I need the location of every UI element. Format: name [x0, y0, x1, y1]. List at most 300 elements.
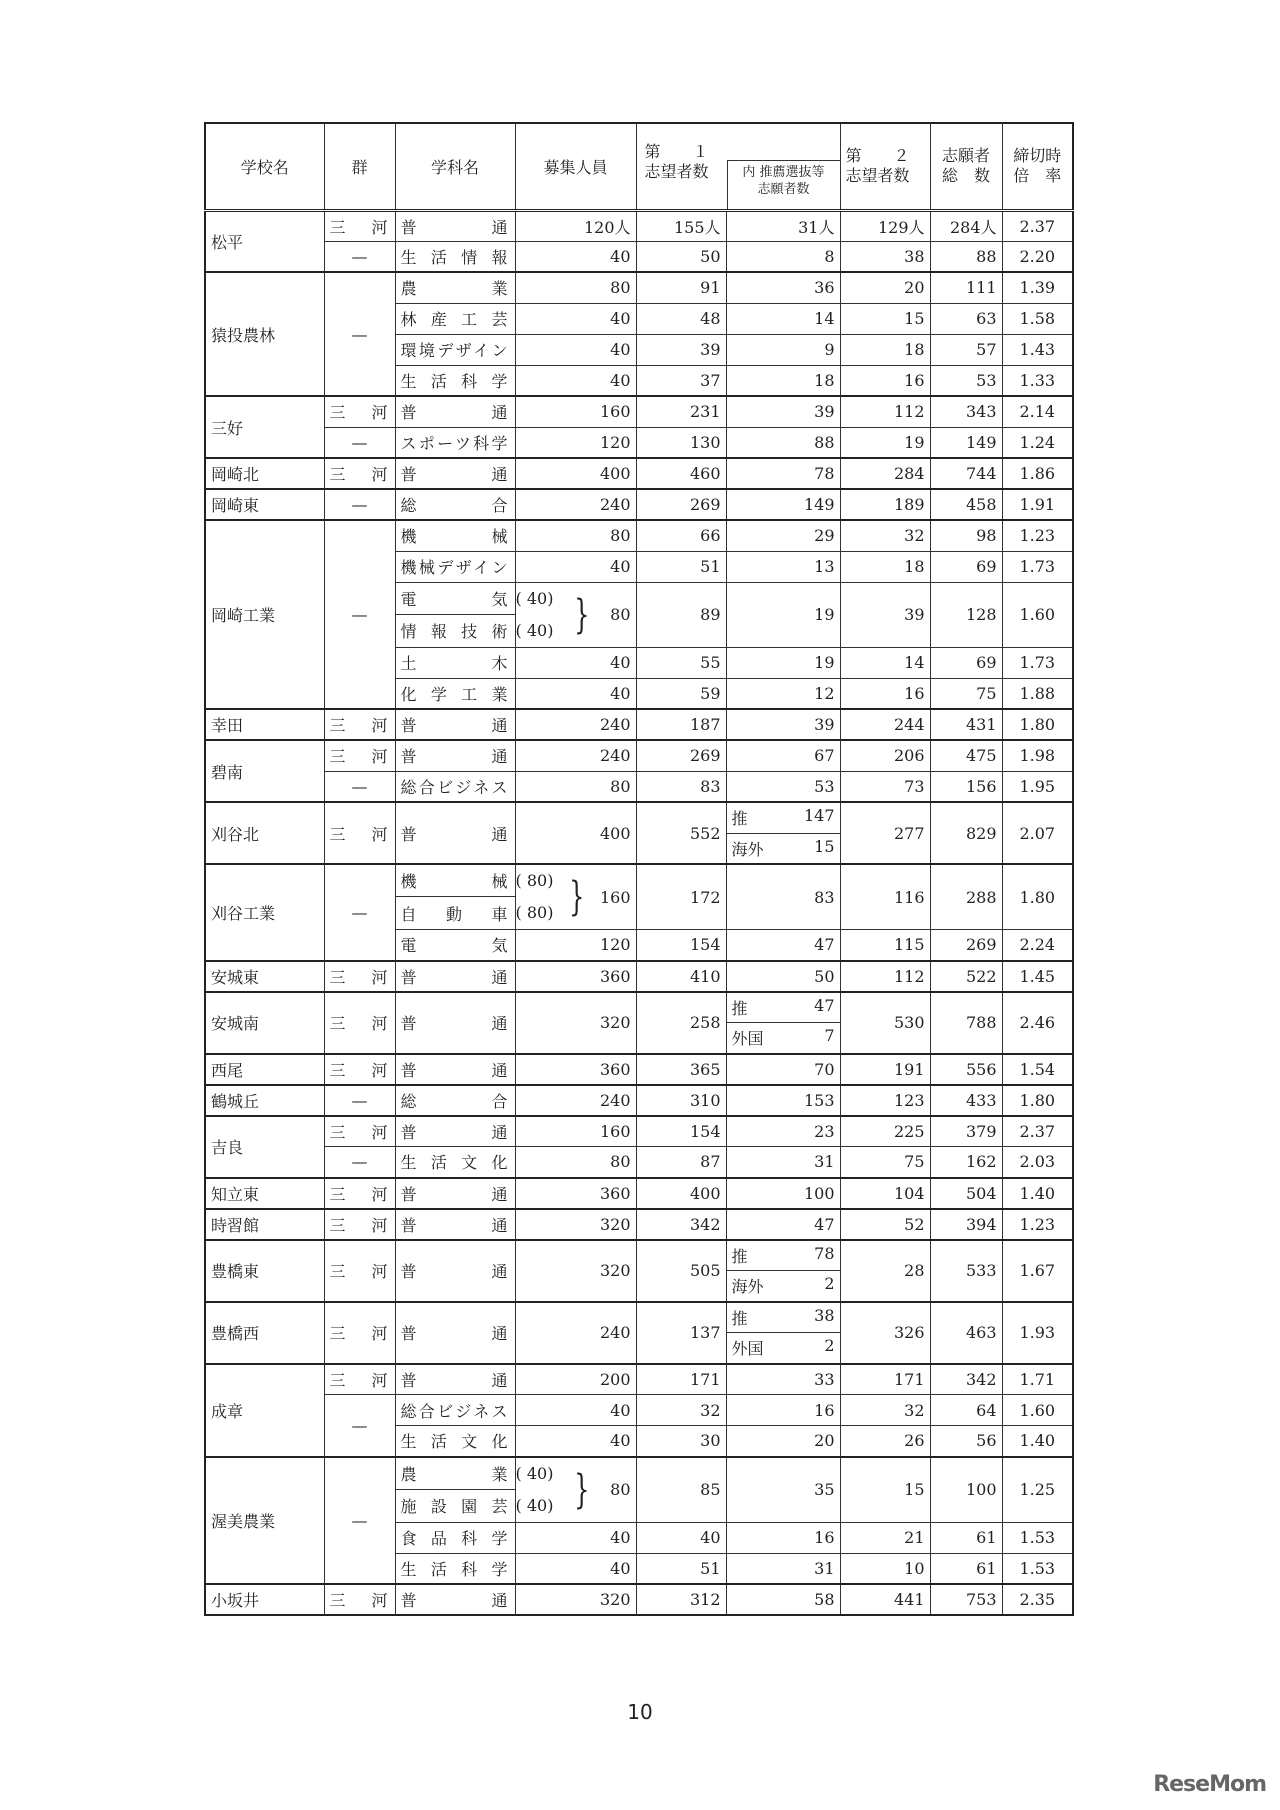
total-cell: 64: [930, 1395, 1002, 1426]
quota-cell: 160: [515, 396, 636, 427]
table-row: [205, 1240, 1073, 1271]
ratio-cell: 1.67: [1002, 1240, 1073, 1302]
recommendation-cell: 70: [726, 1054, 840, 1085]
dept-name: 電気: [395, 930, 515, 961]
ratio-cell: 1.24: [1002, 427, 1073, 458]
group-cell: 三 河: [324, 1584, 395, 1615]
school-name: 刈谷北: [205, 802, 324, 864]
sub-quota: ( 40): [515, 1463, 554, 1483]
total-cell: 56: [930, 1426, 1002, 1457]
second-choice-cell: 129人: [840, 210, 930, 241]
header-quota: 募集人員: [515, 123, 636, 210]
recommendation-cell: 14: [726, 303, 840, 334]
rec-label: 推: [731, 1246, 748, 1266]
second-choice-cell: 18: [840, 334, 930, 365]
quota-cell: 40: [515, 1553, 636, 1584]
first-choice-cell: 51: [636, 551, 726, 582]
ratio-cell: 1.45: [1002, 961, 1073, 992]
sub-quota: ( 40): [515, 588, 554, 608]
total-cell: 522: [930, 961, 1002, 992]
dept-name: 普通: [395, 458, 515, 489]
table-row: [205, 1085, 1073, 1116]
total-cell: 57: [930, 334, 1002, 365]
total-cell: 269: [930, 930, 1002, 961]
recommendation-cell: 16: [726, 1522, 840, 1553]
group-cell: —: [324, 489, 395, 520]
first-choice-cell: 48: [636, 303, 726, 334]
group-cell: 三 河: [324, 802, 395, 864]
header-rec-b: 志願者数: [757, 182, 810, 197]
table-row: [205, 1302, 1073, 1333]
total-cell: 156: [930, 771, 1002, 802]
first-choice-cell: 37: [636, 365, 726, 396]
second-choice-cell: 16: [840, 678, 930, 709]
quota-cell: 120: [515, 930, 636, 961]
total-cell: 458: [930, 489, 1002, 520]
total-cell: 128: [930, 582, 1002, 647]
first-choice-cell: 51: [636, 1553, 726, 1584]
header-row: [205, 123, 1073, 210]
ratio-cell: 1.53: [1002, 1553, 1073, 1584]
sub-quota: ( 40): [515, 620, 554, 640]
first-choice-cell: 89: [636, 582, 726, 647]
first-choice-cell: 310: [636, 1085, 726, 1116]
recommendation-cell: 33: [726, 1364, 840, 1395]
total-cell: 111: [930, 272, 1002, 303]
table-row: [205, 272, 1073, 303]
group-cell: 三 河: [324, 1302, 395, 1364]
total-cell: 433: [930, 1085, 1002, 1116]
second-choice-cell: 441: [840, 1584, 930, 1615]
ratio-cell: 2.07: [1002, 802, 1073, 864]
school-name: 松平: [205, 210, 324, 272]
dept-name: 環境デザイン: [395, 334, 515, 365]
total-cell: 379: [930, 1116, 1002, 1147]
first-choice-cell: 66: [636, 520, 726, 551]
ratio-cell: 1.39: [1002, 272, 1073, 303]
rec-value: 15: [814, 836, 835, 856]
ratio-cell: 2.24: [1002, 930, 1073, 961]
first-choice-cell: 91: [636, 272, 726, 303]
first-choice-cell: 154: [636, 1116, 726, 1147]
quota-cell: 40: [515, 1395, 636, 1426]
ratio-cell: 1.58: [1002, 303, 1073, 334]
table-row: [205, 1147, 1073, 1178]
school-name: 刈谷工業: [205, 864, 324, 961]
table-row: [205, 864, 1073, 897]
school-name: 安城南: [205, 992, 324, 1054]
recommendation-cell: 36: [726, 272, 840, 303]
recommendation-cell: 23: [726, 1116, 840, 1147]
total-cell: 788: [930, 992, 1002, 1054]
recommendation-cell: 19: [726, 582, 840, 647]
recommendation-cell: 13: [726, 551, 840, 582]
quota-cell: 40: [515, 551, 636, 582]
recommendation-cell: 29: [726, 520, 840, 551]
rec-value: 38: [814, 1305, 835, 1325]
quota-cell: 240: [515, 709, 636, 740]
dept-name: 化学工業: [395, 678, 515, 709]
first-choice-cell: 505: [636, 1240, 726, 1302]
table-row: [205, 961, 1073, 992]
first-choice-cell: 312: [636, 1584, 726, 1615]
dept-name: 生活文化: [395, 1147, 515, 1178]
first-choice-cell: 130: [636, 427, 726, 458]
total-cell: 394: [930, 1209, 1002, 1240]
recommendation-cell: 9: [726, 334, 840, 365]
recommendation-cell: 8: [726, 241, 840, 272]
dept-name: 機械: [395, 520, 515, 551]
dept-name: 施設園芸: [395, 1489, 515, 1522]
quota-cell: 240: [515, 1302, 636, 1364]
first-choice-cell: 50: [636, 241, 726, 272]
table-row: [205, 458, 1073, 489]
second-choice-cell: 14: [840, 647, 930, 678]
second-choice-cell: 15: [840, 303, 930, 334]
table-row: [205, 771, 1073, 802]
ratio-cell: 1.80: [1002, 1085, 1073, 1116]
first-choice-cell: 269: [636, 740, 726, 771]
second-choice-cell: 112: [840, 961, 930, 992]
ratio-cell: 1.93: [1002, 1302, 1073, 1364]
second-choice-cell: 19: [840, 427, 930, 458]
recommendation-cell: 20: [726, 1426, 840, 1457]
quota-cell: 320: [515, 1584, 636, 1615]
recommendation-cell: 16: [726, 1395, 840, 1426]
table-body: [205, 210, 1073, 1615]
dept-name: 総合: [395, 489, 515, 520]
recommendation-cell: 83: [726, 864, 840, 930]
group-cell: 三 河: [324, 1364, 395, 1395]
recommendation-cell: [726, 1023, 840, 1054]
header-first-a: 第 １: [644, 142, 709, 161]
group-cell: —: [324, 427, 395, 458]
first-choice-cell: 30: [636, 1426, 726, 1457]
school-name: 岡崎北: [205, 458, 324, 489]
recommendation-cell: 153: [726, 1085, 840, 1116]
table-row: [205, 241, 1073, 272]
ratio-cell: 1.73: [1002, 647, 1073, 678]
school-name: 岡崎工業: [205, 520, 324, 709]
group-cell: 三 河: [324, 210, 395, 241]
second-choice-cell: 225: [840, 1116, 930, 1147]
quota-cell: 320: [515, 992, 636, 1054]
school-name: 成章: [205, 1364, 324, 1457]
first-choice-cell: 39: [636, 334, 726, 365]
ratio-cell: 1.88: [1002, 678, 1073, 709]
dept-name: 総合ビジネス: [395, 771, 515, 802]
recommendation-cell: [726, 992, 840, 1023]
ratio-cell: 1.40: [1002, 1426, 1073, 1457]
second-choice-cell: 18: [840, 551, 930, 582]
rec-label: 外国: [731, 1029, 764, 1049]
first-choice-cell: 410: [636, 961, 726, 992]
recommendation-cell: 19: [726, 647, 840, 678]
first-choice-cell: 231: [636, 396, 726, 427]
dept-name: 普通: [395, 1240, 515, 1302]
header-group: 群: [324, 123, 395, 210]
ratio-cell: 2.20: [1002, 241, 1073, 272]
first-choice-cell: 400: [636, 1178, 726, 1209]
total-cell: 342: [930, 1364, 1002, 1395]
recommendation-cell: 149: [726, 489, 840, 520]
total-cell: 69: [930, 551, 1002, 582]
ratio-cell: 2.46: [1002, 992, 1073, 1054]
ratio-cell: 1.40: [1002, 1178, 1073, 1209]
group-cell: —: [324, 864, 395, 961]
header-total-a: 志願者: [941, 146, 990, 166]
second-choice-cell: 10: [840, 1553, 930, 1584]
second-choice-cell: 21: [840, 1522, 930, 1553]
total-cell: 53: [930, 365, 1002, 396]
quota-cell: 120: [515, 427, 636, 458]
recommendation-cell: 35: [726, 1457, 840, 1523]
ratio-cell: 2.35: [1002, 1584, 1073, 1615]
rec-value: 78: [814, 1243, 835, 1263]
dept-name: 生活科学: [395, 365, 515, 396]
quota-cell: 320: [515, 1209, 636, 1240]
dept-name: 自動車: [395, 897, 515, 930]
dept-name: 普通: [395, 802, 515, 864]
dept-name: 普通: [395, 709, 515, 740]
dept-name: 生活情報: [395, 241, 515, 272]
second-choice-cell: 284: [840, 458, 930, 489]
header-ratio-b: 倍 率: [1013, 166, 1062, 186]
school-name: 鶴城丘: [205, 1085, 324, 1116]
table-row: [205, 427, 1073, 458]
recommendation-cell: 31: [726, 1147, 840, 1178]
quota-cell: 240: [515, 489, 636, 520]
total-cell: 533: [930, 1240, 1002, 1302]
second-choice-cell: 277: [840, 802, 930, 864]
quota-cell: 40: [515, 241, 636, 272]
ratio-cell: 1.43: [1002, 334, 1073, 365]
table-row: [205, 489, 1073, 520]
brace-icon: }: [574, 1466, 590, 1513]
second-choice-cell: 326: [840, 1302, 930, 1364]
header-school: 学校名: [205, 123, 324, 210]
header-total-b: 総 数: [941, 166, 990, 186]
total-cell: 504: [930, 1178, 1002, 1209]
dept-name: 農業: [395, 1457, 515, 1490]
group-cell: —: [324, 241, 395, 272]
school-name: 知立東: [205, 1178, 324, 1209]
total-cell: 556: [930, 1054, 1002, 1085]
header-ratio-a: 締切時: [1013, 146, 1062, 166]
school-name: 猿投農林: [205, 272, 324, 396]
quota-cell: 80: [515, 520, 636, 551]
first-choice-cell: 171: [636, 1364, 726, 1395]
header-second-b: 志望者数: [845, 166, 910, 186]
total-cell: 431: [930, 709, 1002, 740]
dept-name: 食品科学: [395, 1522, 515, 1553]
dept-name: 総合ビジネス: [395, 1395, 515, 1426]
recommendation-cell: 12: [726, 678, 840, 709]
total-cell: 343: [930, 396, 1002, 427]
school-name: 豊橋西: [205, 1302, 324, 1364]
second-choice-cell: 73: [840, 771, 930, 802]
second-choice-cell: 530: [840, 992, 930, 1054]
recommendation-cell: 47: [726, 930, 840, 961]
total-cell: 69: [930, 647, 1002, 678]
recommendation-cell: [726, 1240, 840, 1271]
total-cell: 475: [930, 740, 1002, 771]
school-name: 三好: [205, 396, 324, 458]
group-cell: 三 河: [324, 961, 395, 992]
resemom-logo: ReseMom: [1153, 1772, 1266, 1797]
school-name: 渥美農業: [205, 1457, 324, 1585]
dept-name: 普通: [395, 1209, 515, 1240]
ratio-cell: 1.23: [1002, 520, 1073, 551]
first-choice-cell: 342: [636, 1209, 726, 1240]
first-choice-cell: 365: [636, 1054, 726, 1085]
school-name: 幸田: [205, 709, 324, 740]
first-choice-cell: 172: [636, 864, 726, 930]
ratio-cell: 1.54: [1002, 1054, 1073, 1085]
dept-name: 普通: [395, 1178, 515, 1209]
quota-cell: 80: [515, 771, 636, 802]
recommendation-cell: 58: [726, 1584, 840, 1615]
group-cell: —: [324, 1147, 395, 1178]
rec-value: 147: [803, 806, 835, 826]
quota-cell: 40: [515, 1426, 636, 1457]
school-name: 安城東: [205, 961, 324, 992]
quota-cell: 40: [515, 334, 636, 365]
ratio-cell: 1.91: [1002, 489, 1073, 520]
total-cell: 288: [930, 864, 1002, 930]
dept-name: 情報技術: [395, 615, 515, 648]
recommendation-cell: 88: [726, 427, 840, 458]
dept-name: 普通: [395, 1054, 515, 1085]
quota-cell: 40: [515, 647, 636, 678]
second-choice-cell: 104: [840, 1178, 930, 1209]
quota-cell: 40: [515, 365, 636, 396]
total-cell: 162: [930, 1147, 1002, 1178]
dept-name: 普通: [395, 1302, 515, 1364]
rec-value: 2: [824, 1336, 835, 1356]
header-first-choice: [636, 123, 840, 210]
recommendation-cell: 39: [726, 709, 840, 740]
second-choice-cell: 15: [840, 1457, 930, 1523]
page-number: 10: [627, 1700, 653, 1724]
school-name: 時習館: [205, 1209, 324, 1240]
recommendation-cell: 39: [726, 396, 840, 427]
dept-name: 生活文化: [395, 1426, 515, 1457]
group-cell: 三 河: [324, 1209, 395, 1240]
recommendation-cell: 50: [726, 961, 840, 992]
ratio-cell: 1.60: [1002, 1395, 1073, 1426]
ratio-cell: 1.95: [1002, 771, 1073, 802]
table-row: [205, 1584, 1073, 1615]
sub-quota: ( 80): [515, 871, 554, 890]
first-choice-cell: 85: [636, 1457, 726, 1523]
quota-cell: [515, 582, 636, 647]
total-cell: 88: [930, 241, 1002, 272]
second-choice-cell: 32: [840, 1395, 930, 1426]
total-cell: 61: [930, 1553, 1002, 1584]
total-cell: 63: [930, 303, 1002, 334]
quota-value: 80: [610, 1480, 631, 1499]
rec-label: 海外: [731, 839, 764, 859]
recommendation-cell: [726, 1302, 840, 1333]
quota-cell: 240: [515, 740, 636, 771]
group-cell: 三 河: [324, 992, 395, 1054]
recommendation-cell: [726, 802, 840, 833]
quota-cell: 120人: [515, 210, 636, 241]
sub-quota: ( 40): [515, 1495, 554, 1515]
total-cell: 100: [930, 1457, 1002, 1523]
rec-label: 推: [731, 1308, 748, 1328]
second-choice-cell: 52: [840, 1209, 930, 1240]
dept-name: 普通: [395, 1364, 515, 1395]
rec-label: 海外: [731, 1277, 764, 1297]
first-choice-cell: 258: [636, 992, 726, 1054]
quota-cell: 40: [515, 1522, 636, 1553]
first-choice-cell: 59: [636, 678, 726, 709]
brace-icon: }: [574, 591, 590, 638]
table-row: [205, 1395, 1073, 1426]
group-cell: 三 河: [324, 1054, 395, 1085]
ratio-cell: 2.14: [1002, 396, 1073, 427]
quota-cell: 80: [515, 272, 636, 303]
recommendation-cell: 53: [726, 771, 840, 802]
dept-name: 普通: [395, 961, 515, 992]
school-name: 碧南: [205, 740, 324, 802]
quota-cell: [515, 1457, 636, 1523]
dept-name: スポーツ科学: [395, 427, 515, 458]
group-cell: —: [324, 1085, 395, 1116]
header-first-b: 志望者数: [644, 162, 709, 181]
dept-name: 林産工芸: [395, 303, 515, 334]
table-row: [205, 520, 1073, 551]
first-choice-cell: 32: [636, 1395, 726, 1426]
second-choice-cell: 116: [840, 864, 930, 930]
second-choice-cell: 26: [840, 1426, 930, 1457]
group-cell: 三 河: [324, 709, 395, 740]
quota-cell: 360: [515, 961, 636, 992]
second-choice-cell: 112: [840, 396, 930, 427]
rec-label: 外国: [731, 1339, 764, 1359]
quota-cell: 40: [515, 303, 636, 334]
first-choice-cell: 460: [636, 458, 726, 489]
recommendation-cell: 67: [726, 740, 840, 771]
ratio-cell: 1.98: [1002, 740, 1073, 771]
group-cell: —: [324, 1457, 395, 1585]
ratio-cell: 1.86: [1002, 458, 1073, 489]
recommendation-cell: 100: [726, 1178, 840, 1209]
second-choice-cell: 28: [840, 1240, 930, 1302]
group-cell: —: [324, 272, 395, 396]
total-cell: 75: [930, 678, 1002, 709]
header-second-a: 第 ２: [845, 146, 910, 166]
dept-name: 土木: [395, 647, 515, 678]
brace-icon: }: [569, 874, 585, 920]
first-choice-cell: 87: [636, 1147, 726, 1178]
rec-value: 47: [814, 995, 835, 1015]
total-cell: 463: [930, 1302, 1002, 1364]
recommendation-cell: [726, 1271, 840, 1302]
table-row: [205, 740, 1073, 771]
applicant-table: [204, 122, 1074, 1616]
table-row: [205, 1178, 1073, 1209]
group-cell: 三 河: [324, 396, 395, 427]
recommendation-cell: 78: [726, 458, 840, 489]
ratio-cell: 1.80: [1002, 864, 1073, 930]
first-choice-cell: 55: [636, 647, 726, 678]
quota-cell: 200: [515, 1364, 636, 1395]
second-choice-cell: 189: [840, 489, 930, 520]
second-choice-cell: 39: [840, 582, 930, 647]
